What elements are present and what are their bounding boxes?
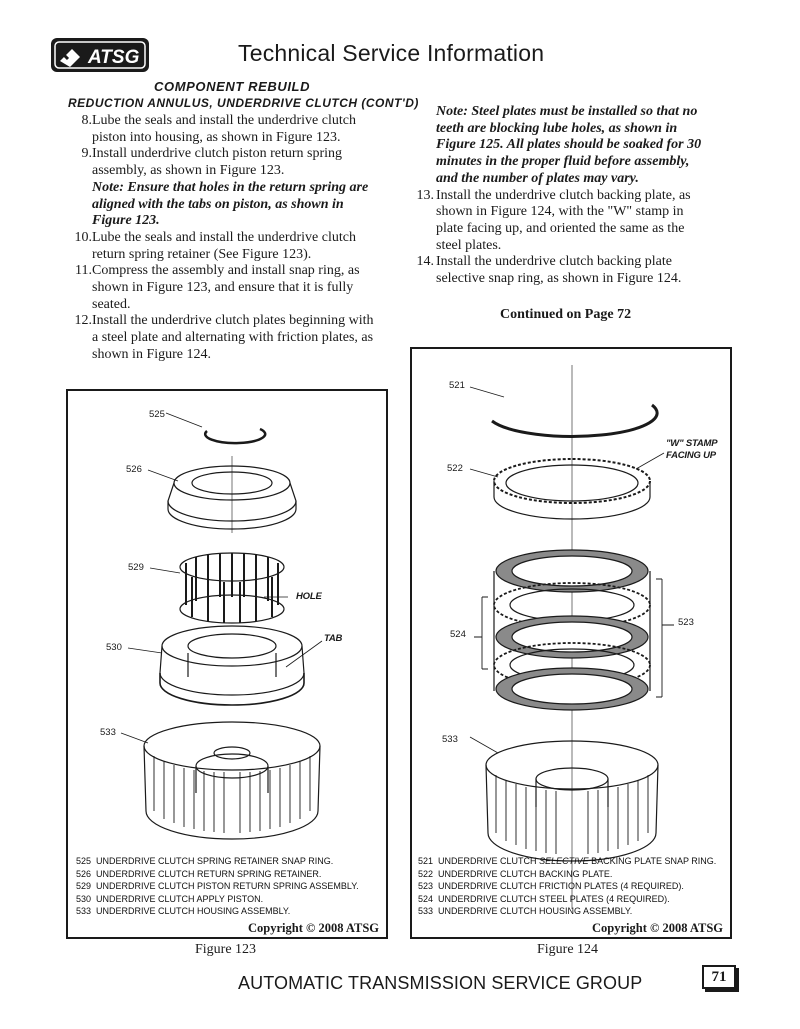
plates-note: Note: Steel plates must be installed so that no teeth are blocking lube holes, as shown in Figure 125. All plates should be soaked for 30 minutes in the proper fluid before assembly, and the number of plates may vary.	[436, 104, 702, 186]
callout-533: 533	[442, 734, 458, 745]
legend-item	[418, 893, 716, 906]
legend-number: 533	[76, 906, 92, 917]
step-text: Compress the assembly and install snap ring, as shown in Figure 123, and ensure that it is fully seated.	[92, 263, 360, 312]
callout-hole: HOLE	[296, 591, 322, 602]
callout-525: 525	[149, 409, 165, 420]
callout-521: 521	[449, 380, 465, 391]
legend-number: 524	[418, 893, 434, 904]
figure-124-copyright: Copyright © 2008 ATSG	[592, 921, 723, 935]
legend-text: UNDERDRIVE CLUTCH	[438, 856, 540, 866]
step-text: Install the underdrive clutch plates beginning with a steel plate and alternating with friction plates, as shown in Figure 124.	[92, 313, 374, 362]
step-8	[70, 113, 380, 146]
figure-124	[410, 347, 732, 939]
figure-124-legend	[418, 855, 716, 918]
legend-item	[76, 868, 359, 881]
callout-522: 522	[447, 463, 463, 474]
step-number: 11.	[75, 263, 92, 279]
logo-text: ATSG	[88, 47, 140, 68]
callout-524: 524	[450, 629, 466, 640]
legend-number: 530	[76, 893, 92, 904]
legend-text: UNDERDRIVE CLUTCH RETURN SPRING RETAINER.	[96, 868, 322, 879]
callout-w-stamp: "W" STAMP	[666, 438, 718, 449]
atsg-logo-graphic	[50, 37, 150, 73]
step-number: 8.	[81, 113, 92, 128]
legend-text-italic: SELECTIVE	[539, 856, 589, 866]
legend-number: 533	[418, 906, 434, 917]
legend-number: 522	[418, 868, 434, 879]
callout-533: 533	[100, 727, 116, 738]
legend-text: UNDERDRIVE CLUTCH STEEL PLATES (4 REQUIRED).	[438, 893, 670, 904]
step-note: Note: Ensure that holes in the return spring are aligned with the tabs on piston, as shown in Figure 123.	[92, 179, 369, 229]
step-number: 14.	[416, 254, 434, 270]
callout-tab: TAB	[324, 633, 343, 644]
callout-facing-up: FACING UP	[666, 450, 716, 461]
legend-item	[76, 880, 359, 893]
legend-text: UNDERDRIVE CLUTCH BACKING PLATE.	[438, 868, 613, 879]
step-text: Lube the seals and install the underdrive clutch return spring retainer (See Figure 123).	[92, 229, 356, 262]
legend-item	[418, 905, 716, 918]
footer-text: AUTOMATIC TRANSMISSION SERVICE GROUP	[238, 973, 643, 993]
callout-529: 529	[128, 562, 144, 573]
legend-number: 521	[418, 856, 434, 866]
legend-text: UNDERDRIVE CLUTCH APPLY PISTON.	[96, 893, 264, 904]
legend-item	[418, 868, 716, 881]
callout-526: 526	[126, 464, 142, 475]
left-column	[70, 113, 380, 364]
callout-523: 523	[678, 617, 694, 628]
legend-item	[418, 855, 716, 868]
page-number: 71	[702, 965, 736, 989]
step-14	[412, 254, 712, 287]
legend-number: 529	[76, 881, 92, 892]
figure-124-caption: Figure 124	[537, 942, 599, 957]
legend-number: 523	[418, 881, 434, 892]
legend-item	[76, 855, 359, 868]
step-number: 13.	[416, 187, 434, 203]
legend-number: 526	[76, 868, 92, 879]
step-number: 9.	[81, 146, 92, 162]
section-subheading: REDUCTION ANNULUS, UNDERDRIVE CLUTCH (CONT'D)	[68, 96, 419, 110]
step-text: Lube the seals and install the underdrive clutch piston into housing, as shown in Figure 123.	[92, 113, 356, 145]
legend-item	[76, 893, 359, 906]
right-column	[412, 104, 712, 288]
step-text: Install the underdrive clutch backing plate, as shown in Figure 124, with the "W" stamp in plate facing up, and oriented the same as the steel plates.	[436, 187, 691, 253]
legend-text: UNDERDRIVE CLUTCH HOUSING ASSEMBLY.	[438, 906, 633, 917]
step-text: Install underdrive clutch piston return spring assembly, as shown in Figure 123.	[92, 146, 342, 179]
legend-text: UNDERDRIVE CLUTCH PISTON RETURN SPRING ASSEMBLY.	[96, 881, 359, 892]
figure-123-legend	[76, 855, 359, 918]
step-text: Install the underdrive clutch backing plate selective snap ring, as shown in Figure 124.	[436, 254, 682, 287]
step-11	[70, 263, 380, 313]
figure-123	[66, 389, 388, 939]
figure-123-caption: Figure 123	[195, 942, 257, 957]
step-12	[70, 313, 380, 363]
legend-text: UNDERDRIVE CLUTCH SPRING RETAINER SNAP RING.	[96, 856, 334, 866]
step-9	[70, 146, 380, 230]
page-title: Technical Service Information	[238, 40, 545, 66]
step-10	[70, 230, 380, 263]
legend-item	[418, 880, 716, 893]
section-heading: COMPONENT REBUILD	[154, 79, 311, 94]
step-number: 12.	[74, 313, 92, 329]
step-number: 10.	[74, 229, 92, 245]
figure-123-copyright: Copyright © 2008 ATSG	[248, 921, 379, 935]
step-13	[412, 188, 712, 255]
legend-text: UNDERDRIVE CLUTCH FRICTION PLATES (4 REQUIRED).	[438, 881, 684, 892]
continued-note: Continued on Page 72	[500, 307, 632, 322]
atsg-logo	[50, 37, 150, 73]
legend-text: UNDERDRIVE CLUTCH HOUSING ASSEMBLY.	[96, 906, 291, 917]
legend-item	[76, 905, 359, 918]
callout-530: 530	[106, 642, 122, 653]
legend-number: 525	[76, 856, 92, 866]
legend-text: BACKING PLATE SNAP RING.	[588, 856, 717, 866]
